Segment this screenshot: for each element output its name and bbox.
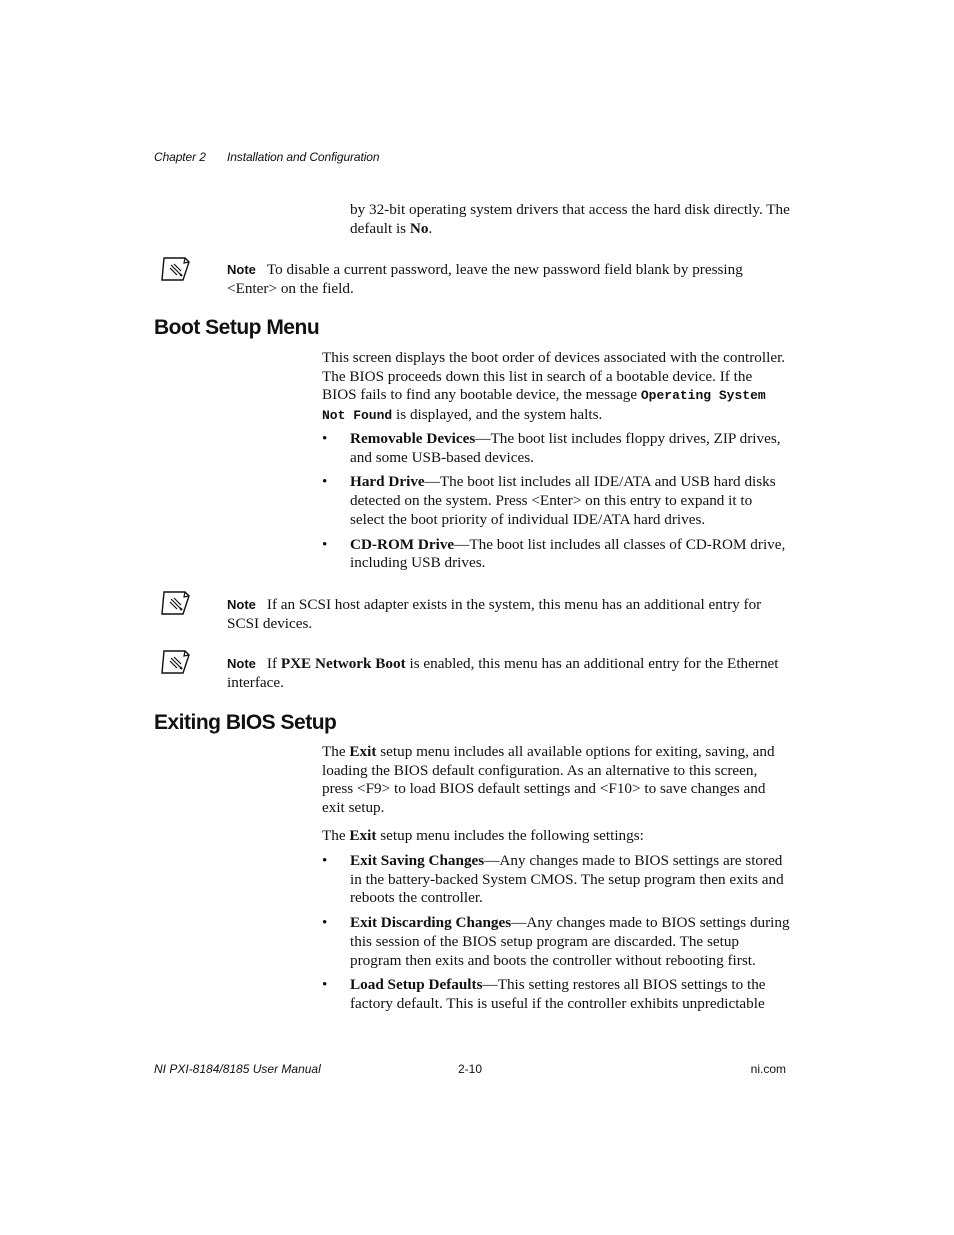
list-item [322,976,790,1013]
boot-error-message: Operating System Not Found [322,388,766,424]
item-term: Removable Devices [350,430,476,447]
intro-text: by 32-bit operating system drivers that access the hard disk directly. The default is [350,201,790,237]
note-pxe [227,654,792,692]
intro-period: . [428,219,433,237]
bullet: • [322,852,328,869]
boot-para-text-end: is displayed, and the system halts. [392,406,603,424]
note-password [227,260,792,298]
running-header [154,150,379,164]
page-number: 2-10 [458,1062,483,1076]
item-text: —The boot list includes all classes of CD-ROM drive, including USB drives. [350,535,786,572]
note-text: If [266,655,281,672]
note-scsi [227,595,792,633]
note-text: If an SCSI host adapter exists in the system, this menu has an additional entry for SCSI devices. [227,596,762,632]
exit-para-text-end: setup menu includes the following settings: [376,827,644,844]
exit-para-text: The [322,827,350,844]
item-term: Exit Discarding Changes [350,914,512,932]
list-item [322,852,790,908]
exit-menu-term: Exit [349,827,377,844]
note-label: Note [227,262,256,277]
exit-menu-term: Exit [349,743,377,760]
exit-para-text: The [322,743,350,760]
bullet: • [322,535,328,553]
bullet: • [322,914,328,932]
item-text: —The boot list includes all IDE/ATA and USB hard disks detected on the system. Press <Enter> on this entry to expand it to select the boot priority of individual IDE/ATA hard drives. [350,473,776,528]
boot-setup-heading: Boot Setup Menu [154,316,320,339]
footer-manual-title: NI PXI-8184/8185 User Manual [154,1062,321,1076]
note-icon [161,256,191,282]
note-text: To disable a current password, leave the new password field blank by pressing <Enter> on the field. [227,261,743,297]
note-label: Note [227,597,256,612]
exit-paragraph-2 [322,827,790,846]
item-term: Hard Drive [350,473,425,491]
intro-default-value: No [409,219,429,237]
item-term: Load Setup Defaults [350,976,483,994]
item-term: CD-ROM Drive [350,535,455,553]
chapter-label: Chapter 2 [154,150,206,164]
item-term: Exit Saving Changes [350,852,485,869]
list-item [322,914,790,970]
exit-settings-list [322,852,790,1020]
item-text: —The boot list includes floppy drives, ZIP drives, and some USB-based devices. [350,430,781,466]
footer-website: ni.com [750,1062,786,1076]
bullet: • [322,430,328,447]
note-label: Note [227,656,256,671]
note-text-end: is enabled, this menu has an additional entry for the Ethernet interface. [227,655,779,691]
item-text: —This setting restores all BIOS settings to the factory default. This is useful if the controller exhibits unpredictable [350,976,766,1012]
section-title: Installation and Configuration [227,150,380,164]
item-text: —Any changes made to BIOS settings during this session of the BIOS setup program are discarded. The setup program then exits and boots the controller without rebooting first. [350,914,790,969]
list-item [322,536,790,573]
intro-paragraph [350,201,790,238]
exit-para-text-end: setup menu includes all available options for exiting, saving, and loading the BIOS default configuration. As an alternative to this screen, press <F9> to load BIOS default settings and <F10> to save changes and exit setup. [322,743,775,817]
note-icon [161,590,191,616]
bullet: • [322,976,328,994]
boot-setup-paragraph [322,349,790,426]
exiting-bios-heading: Exiting BIOS Setup [154,711,337,734]
note-bold-term: PXE Network Boot [280,655,406,672]
list-item [322,473,790,529]
note-icon [161,649,191,675]
boot-para-text: This screen displays the boot order of devices associated with the controller. The BIOS proceeds down this list in search of a bootable device. If the BIOS fails to find any bootable device, the message [322,349,786,404]
exit-paragraph-1 [322,743,790,818]
item-text: —Any changes made to BIOS settings are stored in the battery-backed System CMOS. The setup program then exits and reboots the controller. [350,852,784,907]
list-item [322,430,790,467]
bullet: • [322,473,328,491]
boot-device-list [322,430,790,579]
